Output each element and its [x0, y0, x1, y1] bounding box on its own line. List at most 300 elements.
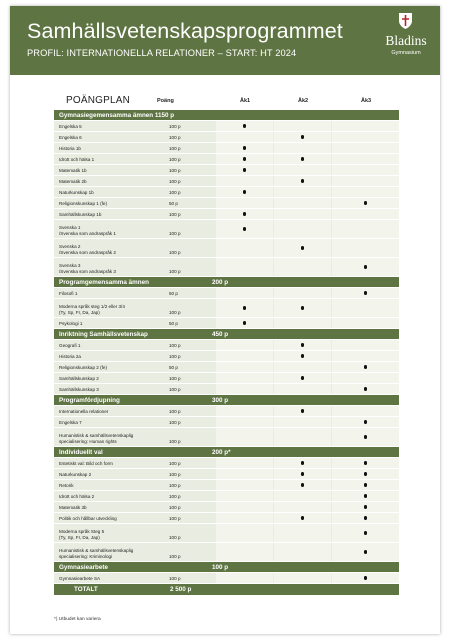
course-points-cell — [167, 469, 215, 479]
course-row — [54, 220, 399, 239]
course-name: Gymnasiearbete SA — [59, 575, 101, 581]
course-points-cell — [167, 209, 215, 219]
course-name-cell — [54, 417, 166, 427]
total-points: 2 500 p — [170, 586, 192, 593]
year-marker-dot — [301, 376, 305, 380]
year-3-cell — [332, 351, 399, 361]
course-name: Svenska 2 /Svenska som andraspråk 2 — [59, 243, 116, 255]
course-name-cell — [54, 288, 166, 298]
course-points-cell — [167, 351, 215, 361]
course-name: Engelska 6 — [59, 134, 82, 140]
course-points-cell — [167, 524, 215, 542]
course-name-cell — [54, 491, 166, 501]
course-name-cell — [54, 384, 166, 394]
course-row — [54, 384, 399, 395]
course-name-cell — [54, 502, 166, 512]
year-marker-dot — [364, 494, 368, 498]
year-2-cell — [274, 502, 331, 512]
course-points-cell — [167, 318, 215, 328]
year-marker-dot — [243, 212, 247, 216]
section-name: Gymnasiegemensamma ämnen 1150 p — [59, 111, 175, 119]
course-row — [54, 417, 399, 428]
header-banner — [10, 6, 440, 75]
year-2-cell — [274, 524, 331, 542]
course-name: Idrott och hälsa 1 — [59, 156, 95, 162]
course-points: 100 p — [169, 249, 181, 255]
year-1-cell — [216, 154, 273, 164]
course-row — [54, 132, 399, 143]
course-points: 100 p — [169, 353, 181, 359]
course-points: 100 p — [169, 268, 181, 274]
year-marker-dot — [243, 157, 247, 161]
course-points: 100 p — [169, 375, 181, 381]
section-header-row — [54, 395, 399, 406]
year-2-cell — [274, 165, 331, 175]
course-row — [54, 154, 399, 165]
course-points-cell — [167, 502, 215, 512]
course-points: 50 p — [169, 290, 178, 296]
course-points: 100 p — [169, 189, 181, 195]
section-header-row — [54, 447, 399, 458]
course-name-cell — [54, 154, 166, 164]
course-points: 100 p — [169, 553, 181, 559]
course-row — [54, 469, 399, 480]
course-row — [54, 524, 399, 543]
course-row — [54, 362, 399, 373]
year-2-cell — [274, 373, 331, 383]
course-points: 100 p — [169, 504, 181, 510]
year-3-cell — [332, 524, 399, 542]
year-marker-dot — [301, 472, 305, 476]
course-name: Moderna språk steg 1/2 eller 3/4 (Ty, Sp, Fr, Da, Jap) — [59, 303, 125, 315]
year-2-cell — [274, 239, 331, 257]
course-points: 50 p — [169, 200, 178, 206]
year-3-cell — [332, 428, 399, 446]
course-points-cell — [167, 513, 215, 523]
section-name: Inriktning Samhällsvetenskap — [59, 330, 148, 338]
course-points: 100 p — [169, 408, 181, 414]
course-points-cell — [167, 428, 215, 446]
year-marker-dot — [301, 461, 305, 465]
year-1-cell — [216, 143, 273, 153]
course-points-cell — [167, 362, 215, 372]
year-1-cell — [216, 428, 273, 446]
course-points-cell — [167, 384, 215, 394]
course-name: Religionskunskap 2 (fe) — [59, 364, 108, 370]
year-2-cell — [274, 220, 331, 238]
course-row — [54, 209, 399, 220]
year-1-cell — [216, 220, 273, 238]
course-points: 100 p — [169, 309, 181, 315]
section-name: Programgemensamma ämnen — [59, 278, 149, 286]
year-1-cell — [216, 351, 273, 361]
year-1-cell — [216, 239, 273, 257]
year-3-cell — [332, 198, 399, 208]
course-points: 100 p — [169, 145, 181, 151]
course-points: 100 p — [169, 123, 181, 129]
year-3-cell — [332, 220, 399, 238]
course-points-cell — [167, 417, 215, 427]
course-points: 100 p — [169, 438, 181, 444]
course-name: Filosofi 1 — [59, 290, 78, 296]
course-name: Politik och hållbar utveckling — [59, 515, 117, 521]
course-name-cell — [54, 524, 166, 542]
year-2-cell — [274, 121, 331, 131]
section-points: 200 p* — [212, 448, 231, 456]
year-marker-dot — [364, 461, 368, 465]
year-1-cell — [216, 458, 273, 468]
course-row — [54, 491, 399, 502]
year-1-cell — [216, 491, 273, 501]
course-name-cell — [54, 469, 166, 479]
course-points: 100 p — [169, 482, 181, 488]
course-points-cell — [167, 239, 215, 257]
year-2-cell — [274, 513, 331, 523]
course-points: 100 p — [169, 386, 181, 392]
course-name: Svenska 1 /Svenska som andraspråk 1 — [59, 224, 116, 236]
year-3-cell — [332, 469, 399, 479]
logo-name: Bladins — [385, 33, 427, 48]
year-3-cell — [332, 513, 399, 523]
course-table — [54, 110, 399, 595]
year-3-cell — [332, 543, 399, 561]
course-row — [54, 165, 399, 176]
course-row — [54, 428, 399, 447]
year-1-cell — [216, 543, 273, 561]
course-row — [54, 458, 399, 469]
course-points: 100 p — [169, 342, 181, 348]
course-points-cell — [167, 406, 215, 416]
year-2-cell — [274, 491, 331, 501]
year-2-cell — [274, 384, 331, 394]
year-3-cell — [332, 165, 399, 175]
year-3-cell — [332, 573, 399, 583]
course-points-cell — [167, 220, 215, 238]
year-2-cell — [274, 573, 331, 583]
course-row — [54, 239, 399, 258]
year-1-cell — [216, 524, 273, 542]
year-2-cell — [274, 340, 331, 350]
course-row — [54, 340, 399, 351]
plan-heading: POÄNGPLAN — [66, 95, 131, 106]
course-name: Naturkunskap 2 — [59, 471, 92, 477]
course-row — [54, 373, 399, 384]
year-1-cell — [216, 362, 273, 372]
year-marker-dot — [301, 343, 305, 347]
year-marker-dot — [301, 306, 305, 310]
course-points: 100 p — [169, 134, 181, 140]
year-3-cell — [332, 406, 399, 416]
course-row — [54, 258, 399, 277]
course-points-cell — [167, 299, 215, 317]
course-points-cell — [167, 458, 215, 468]
logo-subtext: Gymnasium — [391, 50, 421, 56]
section-header-row — [54, 562, 399, 573]
year-3-cell — [332, 299, 399, 317]
course-name: Humanistisk & samhällsvetenskaplig specialisering: Kriminologi — [59, 547, 134, 559]
year-1-cell — [216, 373, 273, 383]
course-row — [54, 513, 399, 524]
course-name: Retorik — [59, 482, 74, 488]
course-points-cell — [167, 258, 215, 276]
course-name: Humanistisk & samhällsvetenskaplig specialisering: Human rights — [59, 432, 134, 444]
year-marker-dot — [243, 321, 247, 325]
year-marker-dot — [364, 505, 368, 509]
course-name-cell — [54, 351, 166, 361]
year-1-cell — [216, 209, 273, 219]
year-marker-dot — [243, 227, 247, 231]
year-3-cell — [332, 417, 399, 427]
year-marker-dot — [364, 483, 368, 487]
course-points-cell — [167, 543, 215, 561]
course-name-cell — [54, 543, 166, 561]
year-2-cell — [274, 258, 331, 276]
course-name-cell — [54, 480, 166, 490]
course-name: Historia 2a — [59, 353, 81, 359]
year-3-cell — [332, 384, 399, 394]
course-name-cell — [54, 428, 166, 446]
course-points: 100 p — [169, 534, 181, 540]
course-points-cell — [167, 165, 215, 175]
course-row — [54, 143, 399, 154]
year-3-cell — [332, 340, 399, 350]
year-3-cell — [332, 491, 399, 501]
course-name: Matematik 3b — [59, 504, 87, 510]
year-2-cell — [274, 469, 331, 479]
course-points: 100 p — [169, 493, 181, 499]
course-name-cell — [54, 143, 166, 153]
course-row — [54, 299, 399, 318]
course-name: Matematik 2b — [59, 178, 87, 184]
year-marker-dot — [301, 516, 305, 520]
crest-icon — [398, 12, 413, 30]
school-logo — [380, 12, 432, 68]
course-row — [54, 406, 399, 417]
section-points: 100 p — [212, 563, 229, 571]
year-marker-dot — [364, 576, 368, 580]
course-name-cell — [54, 239, 166, 257]
section-header-row — [54, 277, 399, 288]
year-3-cell — [332, 143, 399, 153]
course-points-cell — [167, 480, 215, 490]
course-name: Svenska 3 /Svenska som andraspråk 3 — [59, 262, 116, 274]
year-3-cell — [332, 258, 399, 276]
course-row — [54, 176, 399, 187]
section-header-row — [54, 110, 399, 121]
course-name: Samhällskunskap 1b — [59, 211, 102, 217]
year-2-cell — [274, 406, 331, 416]
course-row — [54, 187, 399, 198]
year-1-cell — [216, 384, 273, 394]
course-points-cell — [167, 491, 215, 501]
year-3-cell — [332, 121, 399, 131]
year-2-cell — [274, 318, 331, 328]
course-name-cell — [54, 299, 166, 317]
section-name: Programfördjupning — [59, 396, 120, 404]
year-2-cell — [274, 209, 331, 219]
course-name-cell — [54, 165, 166, 175]
year-marker-dot — [364, 387, 368, 391]
column-header-points: Poäng — [157, 98, 174, 104]
course-row — [54, 573, 399, 584]
course-name-cell — [54, 121, 166, 131]
year-1-cell — [216, 187, 273, 197]
course-points-cell — [167, 288, 215, 298]
year-marker-dot — [243, 124, 247, 128]
section-points: 300 p — [212, 396, 229, 404]
course-points-cell — [167, 176, 215, 186]
course-name-cell — [54, 458, 166, 468]
year-2-cell — [274, 480, 331, 490]
course-points: 100 p — [169, 471, 181, 477]
year-1-cell — [216, 513, 273, 523]
year-1-cell — [216, 502, 273, 512]
year-2-cell — [274, 299, 331, 317]
year-2-cell — [274, 543, 331, 561]
year-marker-dot — [243, 190, 247, 194]
year-2-cell — [274, 417, 331, 427]
year-marker-dot — [364, 435, 368, 439]
course-points: 100 p — [169, 575, 181, 581]
column-header-year3: Åk3 — [361, 98, 372, 104]
course-points-cell — [167, 132, 215, 142]
course-row — [54, 480, 399, 491]
year-marker-dot — [301, 157, 305, 161]
course-name: Historia 1b — [59, 145, 81, 151]
year-3-cell — [332, 362, 399, 372]
total-row — [54, 584, 399, 595]
year-marker-dot — [364, 365, 368, 369]
course-name: Naturkunskap 1b — [59, 189, 94, 195]
course-name-cell — [54, 573, 166, 583]
course-points: 100 p — [169, 419, 181, 425]
year-marker-dot — [364, 516, 368, 520]
course-points: 100 p — [169, 460, 181, 466]
year-3-cell — [332, 288, 399, 298]
course-points-cell — [167, 340, 215, 350]
year-3-cell — [332, 458, 399, 468]
year-3-cell — [332, 154, 399, 164]
year-1-cell — [216, 121, 273, 131]
year-1-cell — [216, 258, 273, 276]
year-marker-dot — [364, 201, 368, 205]
year-marker-dot — [301, 135, 305, 139]
course-row — [54, 198, 399, 209]
total-label: TOTALT — [74, 586, 98, 593]
year-1-cell — [216, 340, 273, 350]
course-name: Estetiskt val: Bild och form — [59, 460, 113, 466]
year-1-cell — [216, 480, 273, 490]
course-points: 100 p — [169, 178, 181, 184]
course-points-cell — [167, 143, 215, 153]
course-points: 100 p — [169, 156, 181, 162]
year-2-cell — [274, 132, 331, 142]
year-3-cell — [332, 187, 399, 197]
column-header-year2: Åk2 — [298, 98, 309, 104]
section-points: 200 p — [212, 278, 229, 286]
year-3-cell — [332, 373, 399, 383]
course-row — [54, 288, 399, 299]
year-3-cell — [332, 239, 399, 257]
year-2-cell — [274, 198, 331, 208]
course-name-cell — [54, 132, 166, 142]
course-row — [54, 351, 399, 362]
course-points: 100 p — [169, 167, 181, 173]
course-points-cell — [167, 154, 215, 164]
course-points: 100 p — [169, 230, 181, 236]
year-2-cell — [274, 143, 331, 153]
year-marker-dot — [364, 291, 368, 295]
year-2-cell — [274, 362, 331, 372]
course-points: 100 p — [169, 515, 181, 521]
year-marker-dot — [364, 420, 368, 424]
column-header-year1: Åk1 — [240, 98, 251, 104]
year-3-cell — [332, 176, 399, 186]
year-1-cell — [216, 406, 273, 416]
year-marker-dot — [364, 472, 368, 476]
course-name-cell — [54, 340, 166, 350]
course-name-cell — [54, 258, 166, 276]
year-3-cell — [332, 318, 399, 328]
course-name-cell — [54, 176, 166, 186]
course-name-cell — [54, 209, 166, 219]
year-2-cell — [274, 154, 331, 164]
course-points: 100 p — [169, 211, 181, 217]
course-name: Moderna språk Steg 5 (Ty, Sp, Fr, Da, Jap) — [59, 528, 105, 540]
course-row — [54, 543, 399, 562]
course-points-cell — [167, 121, 215, 131]
year-1-cell — [216, 417, 273, 427]
course-name: Religionskunskap 1 (fe) — [59, 200, 108, 206]
year-marker-dot — [243, 168, 247, 172]
page-subtitle: PROFIL: INTERNATIONELLA RELATIONER – START: HT 2024 — [27, 48, 297, 58]
course-name-cell — [54, 198, 166, 208]
year-1-cell — [216, 176, 273, 186]
document-page — [10, 6, 440, 634]
year-1-cell — [216, 165, 273, 175]
course-points-cell — [167, 373, 215, 383]
year-1-cell — [216, 299, 273, 317]
course-points-cell — [167, 198, 215, 208]
course-name: Idrott och hälsa 2 — [59, 493, 95, 499]
course-points-cell — [167, 187, 215, 197]
section-header-row — [54, 329, 399, 340]
course-name-cell — [54, 318, 166, 328]
year-marker-dot — [301, 179, 305, 183]
year-3-cell — [332, 480, 399, 490]
year-1-cell — [216, 132, 273, 142]
course-points: 50 p — [169, 364, 178, 370]
course-row — [54, 318, 399, 329]
section-name: Gymnasiearbete — [59, 563, 109, 571]
year-1-cell — [216, 288, 273, 298]
page-title: Samhällsvetenskapsprogrammet — [27, 19, 343, 43]
year-marker-dot — [364, 531, 368, 535]
year-2-cell — [274, 458, 331, 468]
course-name: Matematik 1b — [59, 167, 87, 173]
year-2-cell — [274, 428, 331, 446]
year-marker-dot — [301, 354, 305, 358]
year-3-cell — [332, 132, 399, 142]
footnote: *) Utbudet kan variera — [54, 617, 101, 622]
year-marker-dot — [301, 246, 305, 250]
section-points: 450 p — [212, 330, 229, 338]
course-name: Samhällskunskap 3 — [59, 386, 99, 392]
course-name-cell — [54, 406, 166, 416]
year-marker-dot — [301, 409, 305, 413]
course-name: Engelska 5 — [59, 123, 82, 129]
year-1-cell — [216, 573, 273, 583]
